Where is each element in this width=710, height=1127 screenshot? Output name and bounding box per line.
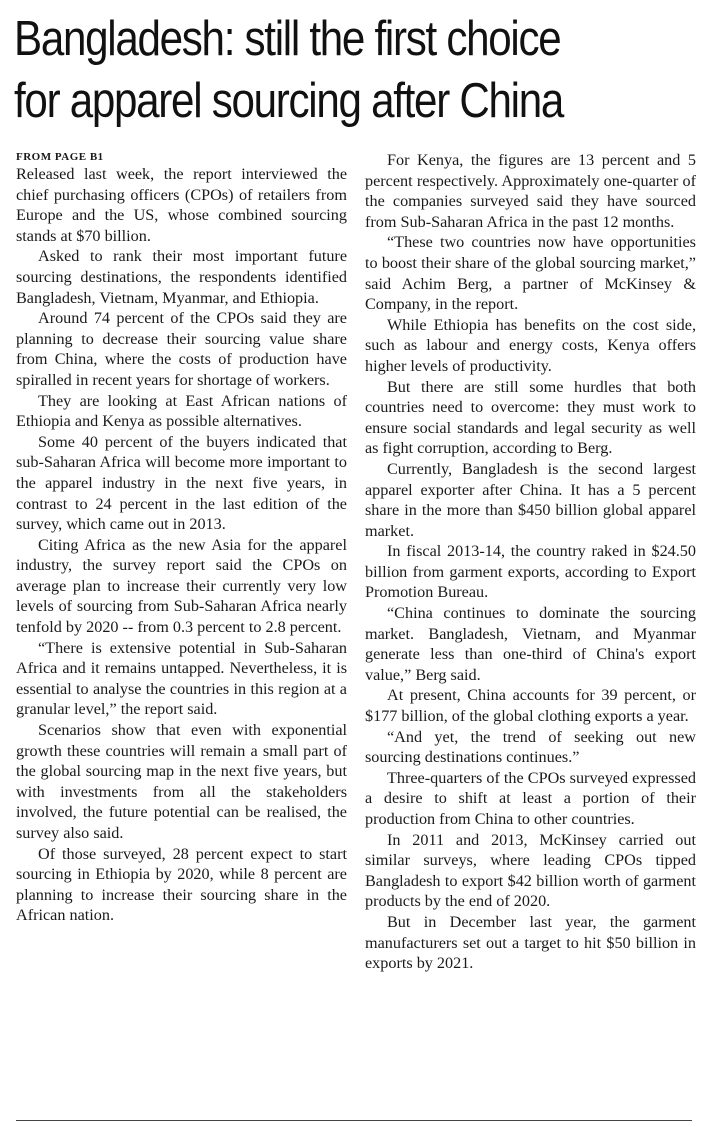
- paragraph: “And yet, the trend of seeking out new sourcing destinations continues.”: [365, 727, 696, 767]
- article-body: [16, 150, 696, 974]
- paragraph: “China continues to dominate the sourcing market. Bangladesh, Vietnam, and Myanmar generate less than one-third of China's export value,” Berg said.: [365, 604, 696, 684]
- bottom-divider: [16, 1120, 692, 1121]
- paragraph: Citing Africa as the new Asia for the apparel industry, the survey report said the CPOs on average plan to increase their currently very low levels of sourcing from Sub-Saharan Africa nearly tenfold by 2020 -- from 0.3 percent to 2.8 percent.: [16, 535, 347, 637]
- paragraph: Some 40 percent of the buyers indicated that sub-Saharan Africa will become more important to the apparel industry in the next five years, in contrast to 24 percent in the last edition of the survey, which came out in 2013.: [16, 432, 347, 534]
- headline: [14, 8, 607, 132]
- paragraph: Of those surveyed, 28 percent expect to start sourcing in Ethiopia by 2020, while 8 percent are planning to increase their sourcing share in the African nation.: [16, 844, 347, 925]
- paragraph: “These two countries now have opportunities to boost their share of the global sourcing market,” said Achim Berg, a partner of McKinsey & Company, in the report.: [365, 233, 696, 314]
- paragraph: But there are still some hurdles that both countries need to overcome: they must work to ensure social standards and legal security as well as fight corruption, according to Berg.: [365, 377, 696, 458]
- paragraph: While Ethiopia has benefits on the cost side, such as labour and energy costs, Kenya offers higher levels of productivity.: [365, 315, 696, 375]
- paragraph: “There is extensive potential in Sub-Saharan Africa and it remains untapped. Nevertheless, it is essential to analyse the countries in this region at a granular level,” the report said.: [16, 638, 347, 719]
- paragraph: Released last week, the report interviewed the chief purchasing officers (CPOs) of retailers from Europe and the US, whose combined sourcing stands at $70 billion.: [16, 165, 347, 245]
- paragraph: They are looking at East African nations of Ethiopia and Kenya as possible alternatives.: [16, 391, 347, 431]
- paragraph: In fiscal 2013-14, the country raked in $24.50 billion from garment exports, according to Export Promotion Bureau.: [365, 542, 696, 602]
- paragraph: In 2011 and 2013, McKinsey carried out similar surveys, where leading CPOs tipped Bangladesh to export $42 billion worth of garment products by the end of 2020.: [365, 830, 696, 911]
- paragraph: But in December last year, the garment manufacturers set out a target to hit $50 billion in exports by 2021.: [365, 912, 696, 973]
- paragraph: At present, China accounts for 39 percent, or $177 billion, of the global clothing exports a year.: [365, 686, 696, 726]
- headline-line-2: for apparel sourcing after China: [14, 74, 564, 128]
- left-column: [16, 150, 347, 974]
- paragraph: Around 74 percent of the CPOs said they are planning to decrease their sourcing value share from China, where the costs of production have spiralled in recent years for shortage of workers.: [16, 309, 347, 389]
- paragraph: Asked to rank their most important future sourcing destinations, the respondents identified Bangladesh, Vietnam, Myanmar, and Ethiopia.: [16, 247, 347, 307]
- paragraph: For Kenya, the figures are 13 percent and 5 percent respectively. Approximately one-quarter of the companies surveyed said they have sourced from Sub-Saharan Africa in the past 12 months.: [365, 151, 696, 231]
- paragraph: Scenarios show that even with exponential growth these countries will remain a small part of the global sourcing map in the next five years, but with investments from all the stakeholders involved, the future potential can be realised, the survey also said.: [16, 721, 347, 842]
- continuation-label: FROM PAGE B1: [16, 151, 104, 163]
- right-column: [365, 150, 696, 974]
- headline-line-1: Bangladesh: still the first choice: [14, 12, 561, 66]
- paragraph: Three-quarters of the CPOs surveyed expressed a desire to shift at least a portion of their production from China to other countries.: [365, 768, 696, 828]
- paragraph: Currently, Bangladesh is the second largest apparel exporter after China. It has a 5 percent share in the more than $450 billion global apparel market.: [365, 459, 696, 540]
